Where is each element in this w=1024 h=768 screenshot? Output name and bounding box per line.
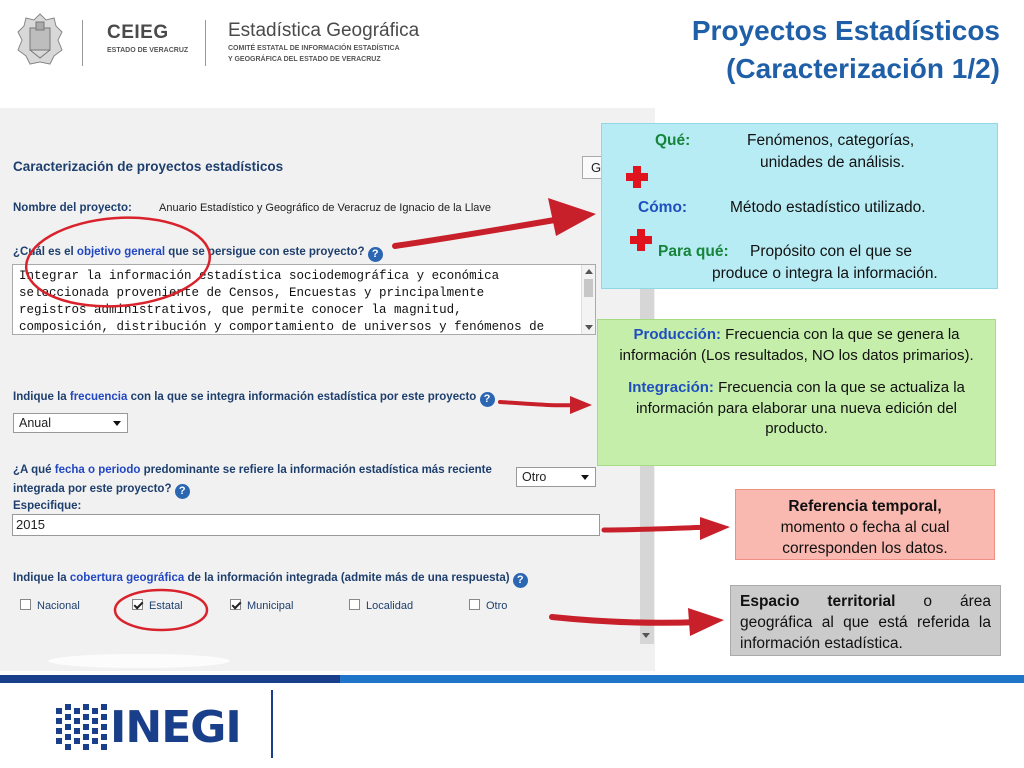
help-icon[interactable]: ?: [368, 247, 383, 262]
esp-text: o área geográfica al que está referida la información estadística.: [740, 593, 992, 652]
checkbox-estatal[interactable]: [132, 599, 183, 612]
que-text-2: unidades de análisis.: [760, 154, 905, 171]
project-name-label: Nombre del proyecto:: [13, 202, 132, 214]
date-select[interactable]: [516, 467, 596, 487]
que-como-paraque-box: [601, 123, 998, 289]
esp-label: Espacio territorial: [740, 593, 896, 610]
produccion-integracion-box: [597, 319, 996, 466]
checkbox-label: Nacional: [37, 600, 80, 612]
checkbox-nacional[interactable]: [20, 599, 80, 612]
integracion-text: Frecuencia con la que se actualiza la información para elaborar una nueva edición del producto.: [635, 379, 965, 437]
checkbox-label: Estatal: [149, 600, 183, 612]
help-icon[interactable]: ?: [175, 484, 190, 499]
plus-icon: [626, 166, 648, 188]
objective-line: registros administrativos, que permite conocer la magnitud,: [19, 303, 462, 317]
checkbox-label: Localidad: [366, 600, 414, 612]
checkbox-otro[interactable]: [469, 599, 507, 612]
referencia-temporal-box: [735, 489, 995, 560]
produccion-label: Producción:: [633, 326, 722, 343]
checkbox-localidad[interactable]: [349, 599, 413, 612]
date-question-pre: ¿A qué: [13, 464, 55, 476]
paraque-text-2: produce o integra la información.: [712, 265, 938, 282]
ceieg-logo: [107, 22, 188, 54]
checkbox-label: Otro: [486, 600, 508, 612]
footer-divider: [271, 690, 273, 758]
specify-label: Especifique:: [13, 500, 82, 512]
scroll-down-icon[interactable]: [642, 633, 650, 638]
chevron-down-icon: [113, 421, 121, 426]
brand-line-2: Y GEOGRÁFICA DEL ESTADO DE VERACRUZ: [228, 56, 381, 63]
brand-name: Estadística Geográfica: [228, 20, 420, 41]
checkbox-municipal[interactable]: [230, 599, 293, 612]
inegi-dots-icon: [56, 702, 108, 752]
plus-icon: [630, 229, 652, 251]
inegi-logo-text: INEGI: [110, 702, 241, 753]
footer-bar-dark: [0, 675, 340, 683]
scroll-down-icon[interactable]: [585, 325, 593, 330]
paraque-text-1: Propósito con el que se: [750, 243, 912, 260]
veracruz-seal-logo: [16, 12, 64, 68]
coverage-question-pre: Indique la: [13, 572, 70, 584]
checkbox-box[interactable]: [132, 599, 143, 610]
coverage-question-post: de la información integrada (admite más de una respuesta): [184, 572, 510, 584]
coverage-question-key: cobertura geográfica: [69, 572, 185, 584]
project-name-value: Anuario Estadístico y Geográfico de Veracruz de Ignacio de la Llave: [159, 202, 492, 214]
objective-textarea[interactable]: [12, 264, 596, 335]
frequency-select-value: Anual: [19, 416, 51, 430]
footer-bar-light: [340, 675, 1024, 683]
checkbox-box[interactable]: [469, 599, 480, 610]
como-text: Método estadístico utilizado.: [730, 199, 926, 216]
slide-title-line-1: Proyectos Estadísticos: [691, 15, 1000, 46]
objective-line: Integrar la información estadística sociodemográfica y económica: [19, 269, 500, 283]
objective-line: seleccionada proveniente de Censos, Encuestas y principalmente: [19, 286, 485, 300]
form-heading: Caracterización de proyectos estadísticos: [13, 159, 284, 174]
help-icon[interactable]: ?: [480, 392, 495, 407]
date-question-post: predominante se refiere la información estadística más reciente: [140, 464, 492, 476]
help-icon[interactable]: ?: [513, 573, 528, 588]
slide-title-line-2: (Caracterización 1/2): [726, 53, 1000, 84]
form-screenshot: [0, 108, 655, 671]
frequency-question-post: con la que se integra información estadística por este proyecto: [127, 391, 477, 403]
checkbox-box[interactable]: [20, 599, 31, 610]
checkbox-box[interactable]: [349, 599, 360, 610]
ceieg-name: CEIEG: [107, 22, 169, 43]
frequency-question-key: frecuencia: [69, 391, 128, 403]
date-question-key: fecha o periodo: [54, 464, 141, 476]
estadistica-geografica-logo: [228, 20, 419, 64]
header-divider: [205, 20, 206, 66]
como-label: Cómo:: [638, 199, 688, 216]
slide-title: [692, 12, 1000, 88]
paraque-label: Para qué:: [658, 243, 729, 260]
que-text-1: Fenómenos, categorías,: [747, 132, 915, 149]
specify-input[interactable]: 2015: [12, 514, 600, 536]
ref-text: momento o fecha al cual corresponden los datos.: [780, 519, 950, 557]
scroll-thumb[interactable]: [584, 279, 593, 297]
frequency-question-pre: Indique la: [13, 391, 70, 403]
date-question: [13, 461, 492, 499]
date-arrowhead: [700, 517, 730, 540]
frequency-select[interactable]: [13, 413, 128, 433]
page-button[interactable]: G: [582, 156, 612, 179]
checkbox-label: Municipal: [247, 600, 294, 612]
ref-label: Referencia temporal,: [788, 498, 942, 515]
que-label: Qué:: [655, 132, 691, 149]
espacio-territorial-box: [730, 585, 1001, 656]
coverage-arrowhead: [688, 608, 724, 636]
objective-question-post: que se persigue con este proyecto?: [165, 246, 365, 258]
scroll-up-icon[interactable]: [585, 269, 593, 274]
objective-line: composición, distribución y comportamiento de universos y fenómenos de: [19, 320, 545, 334]
ceieg-state: ESTADO DE VERACRUZ: [107, 47, 189, 54]
checkbox-box[interactable]: [230, 599, 241, 610]
objective-question: [13, 246, 383, 262]
brand-line-1: COMITÉ ESTATAL DE INFORMACIÓN ESTADÍSTICA: [228, 45, 400, 52]
coverage-question: [13, 572, 528, 588]
chevron-down-icon: [581, 475, 589, 480]
produccion-text: Frecuencia con la que se genera la información (Los resultados, NO los datos primarios).: [619, 326, 974, 364]
decorative-highlight: [48, 654, 230, 668]
integracion-paragraph: [598, 366, 995, 440]
textarea-scrollbar[interactable]: [581, 265, 595, 334]
produccion-paragraph: [598, 320, 995, 366]
date-select-value: Otro: [522, 470, 547, 484]
date-question-line-2: integrada por este proyecto?: [13, 483, 172, 495]
header-divider: [82, 20, 83, 66]
integracion-label: Integración:: [628, 379, 714, 396]
objective-question-key: objetivo general: [76, 246, 166, 258]
objective-question-pre: ¿Cuál es el: [13, 246, 77, 258]
frequency-question: [13, 391, 495, 407]
